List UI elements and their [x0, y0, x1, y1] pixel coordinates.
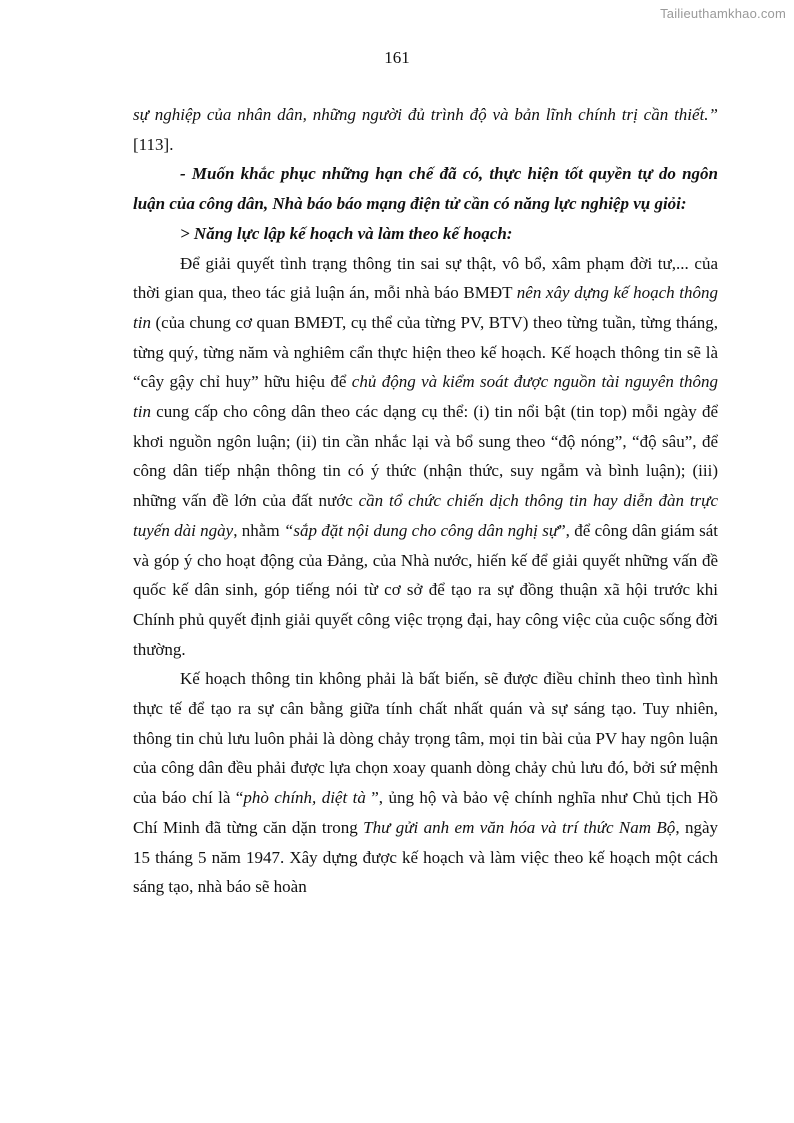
italic-run: phò chính, diệt tà	[243, 788, 366, 808]
text-run: Kế hoạch thông tin không phải là bất biến, sẽ được điều chỉnh theo tình hình thực tế để tạo ra sự cân bằng giữa tính chất nhất quán và sự sáng tạo. Tuy nhiên, thông tin chủ lưu luôn phải là dòng chảy trọng tâm, mọi tin bài của PV hay ngôn luận của công dân đều phải được lựa chọn xoay quanh dòng chảy chủ lưu đó, bởi sứ mệnh của báo chí là “	[133, 669, 718, 808]
italic-run: “sắp đặt nội dung cho công dân nghị sự	[283, 520, 559, 540]
text-run: , ngày 15 tháng 5 năm 1947. Xây dựng được kế hoạch và làm việc theo kế hoạch một cách sáng tạo, nhà báo sẽ hoàn	[133, 817, 718, 897]
page-body	[133, 100, 718, 902]
paragraph-continuation	[133, 100, 718, 159]
italic-run: cần tổ chức chiến dịch thông tin hay diễn đàn trực tuyến dài ngày	[133, 491, 718, 540]
subsection-heading: > Năng lực lập kế hoạch và làm theo kế hoạch:	[180, 223, 513, 243]
watermark: Tailieuthamkhao.com	[660, 6, 786, 21]
citation: [113].	[133, 134, 174, 154]
text-run: ”, ủng hộ và bảo vệ chính nghĩa như Chủ tịch Hồ Chí Minh đã từng căn dặn trong	[133, 788, 719, 837]
text-run: cung cấp cho công dân theo các dạng cụ thể: (i) tin nổi bật (tin top) mỗi ngày để khơi nguồn ngôn luận; (ii) tin cần nhắc lại và bổ sung theo “độ nóng”, “độ sâu”, để công dân tiếp nhận thông tin có ý thức (nhận thức, suy ngẫm và bình luận); (iii) những vấn đề lớn của đất nước	[133, 402, 718, 511]
text-run: , nhằm	[233, 520, 284, 540]
italic-run: chủ động và kiểm soát được nguồn tài nguyên thông tin	[133, 372, 718, 422]
section-heading: - Muốn khắc phục những hạn chế đã có, thực hiện tốt quyền tự do ngôn luận của công dân, Nhà báo báo mạng điện tử cần có năng lực nghiệp vụ giỏi:	[133, 164, 718, 214]
italic-run: Thư gửi anh em văn hóa và trí thức Nam Bộ	[363, 817, 676, 837]
paragraph	[133, 664, 718, 902]
text-run: Để giải quyết tình trạng thông tin sai sự thật, vô bổ, xâm phạm đời tư,... của thời gian qua, theo tác giả luận án, mỗi nhà báo BMĐT	[133, 253, 718, 303]
quote-text: sự nghiệp của nhân dân, những người đủ trình độ và bản lĩnh chính trị cần thiết.”	[133, 105, 718, 124]
page-number: 161	[384, 48, 410, 67]
text-run: ”, để công dân giám sát và góp ý cho hoạt động của Đảng, của Nhà nước, hiến kế để giải quyết những vấn đề quốc kế dân sinh, góp tiếng nói từ cơ sở để tạo ra sự đồng thuận xã hội trước khi Chính phủ quyết định giải quyết công việc trọng đại, hay công việc của cuộc sống đời thường.	[133, 520, 718, 659]
paragraph	[133, 249, 718, 665]
italic-run: nên xây dựng kế hoạch thông tin	[133, 283, 718, 332]
text-run: (của chung cơ quan BMĐT, cụ thể của từng PV, BTV) theo từng tuần, từng tháng, từng quý, từng năm và nghiêm cẩn thực hiện theo kế hoạch. Kế hoạch thông tin sẽ là “cây gậy chỉ huy” hữu hiệu để	[133, 312, 718, 392]
